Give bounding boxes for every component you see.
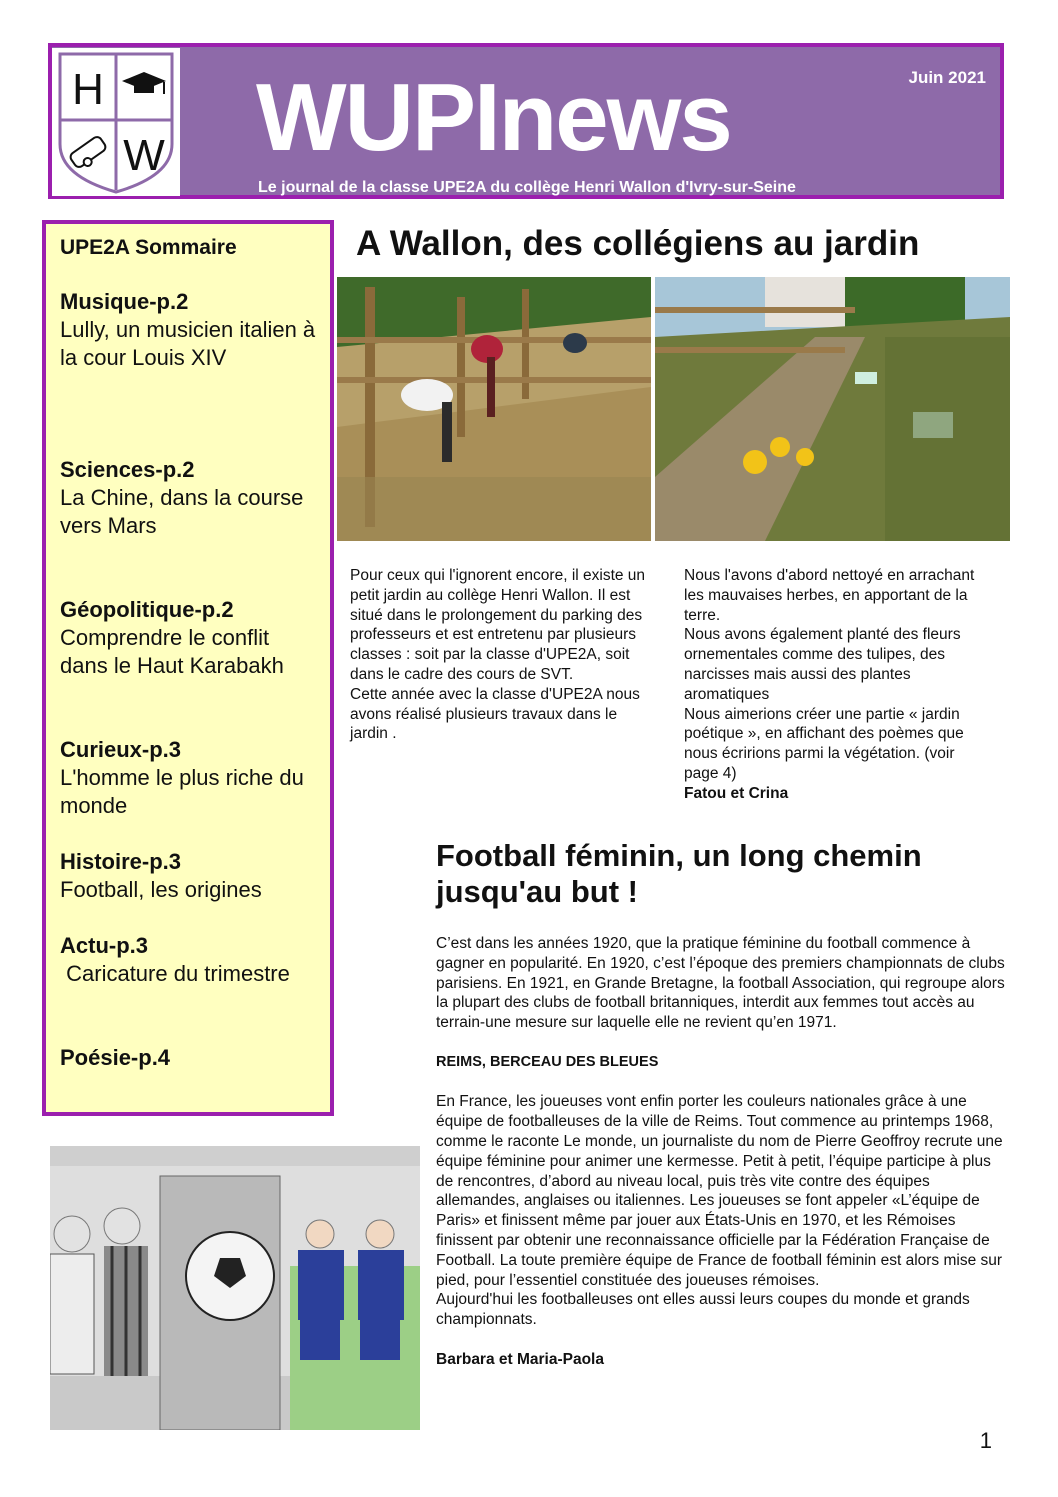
garden-paragraph: Nous l'avons d'abord nettoyé en arrachant les mauvaises herbes, en apportant de la terre. bbox=[684, 567, 975, 624]
toc-section: Musique-p.2 bbox=[60, 289, 189, 314]
football-authors: Barbara et Maria-Paola bbox=[436, 1350, 604, 1368]
toc-item-musique[interactable] bbox=[60, 288, 316, 456]
garden-article-title: A Wallon, des collégiens au jardin bbox=[356, 224, 920, 263]
toc-item-sciences[interactable] bbox=[60, 456, 316, 596]
football-subheading: REIMS, BERCEAU DES BLEUES bbox=[436, 1053, 659, 1070]
football-paragraph: C’est dans les années 1920, que la pratique féminine du football commence à gagner en popularité. En 1920, c’est l’époque des premiers championnats de clubs parisiens. En 1921, en Grande Bretagne, la football Association, qui regroupe alors la plupart des clubs de football britanniques, interdit aux femmes tout accès au terrain-une mesure sur laquelle elle ne revient qu’en 1971. bbox=[436, 935, 1005, 1032]
garden-column-1 bbox=[350, 566, 650, 744]
toc-section: Histoire-p.3 bbox=[60, 849, 182, 874]
school-logo bbox=[52, 48, 180, 196]
toc-section: Poésie-p.4 bbox=[60, 1045, 171, 1070]
toc-section: Géopolitique-p.2 bbox=[60, 597, 234, 622]
toc-item-curieux[interactable] bbox=[60, 736, 316, 848]
football-paragraph: En France, les joueuses vont enfin porter les couleurs nationales grâce à une équipe de footballeuses de la ville de Reims. Tout commence au printemps 1968, comme le raconte Le monde, un journaliste du nom de Pierre Geoffroy recrute une équipe féminine pour animer une kermesse. Petit à petit, l’équipe participe à plus de rencontres, d’abord au niveau local, puis très vite contre des équipes allemandes, anglaises ou italiennes. Les joueuses se font appeler «L’équipe de Paris» et finissent même par jouer aux États-Unis en 1970, et les Rémoises finissent par obtenir une reconnaissance officielle par la Fédération Française de Football. La toute première équipe de France de football féminin est alors mise sur pied, pour l’essentiel constituée des joueuses rémoises. bbox=[436, 1093, 1003, 1289]
toc-item-geopolitique[interactable] bbox=[60, 596, 316, 736]
toc-section: Actu-p.3 bbox=[60, 933, 148, 958]
toc-item-histoire[interactable] bbox=[60, 848, 316, 932]
page-number: 1 bbox=[979, 1428, 992, 1453]
toc-item-poesie[interactable] bbox=[60, 1044, 316, 1072]
toc-description: Comprendre le conflit dans le Haut Karabakh bbox=[60, 625, 284, 678]
newspaper-title: WUPInews bbox=[256, 64, 731, 171]
newspaper-subtitle: Le journal de la classe UPE2A du collège Henri Wallon d'Ivry-sur-Seine bbox=[258, 179, 796, 196]
toc-title: UPE2A Sommaire bbox=[60, 236, 237, 259]
toc-description: L'homme le plus riche du monde bbox=[60, 765, 304, 818]
toc-item-actu[interactable] bbox=[60, 932, 316, 1044]
toc-description: La Chine, dans la course vers Mars bbox=[60, 485, 304, 538]
toc-description: Caricature du trimestre bbox=[60, 961, 290, 986]
garden-paragraph: Nous avons également planté des fleurs ornementales comme des tulipes, des narcisses mais aussi des plantes aromatiques bbox=[684, 626, 961, 703]
table-of-contents bbox=[42, 220, 334, 1116]
garden-column-2 bbox=[684, 566, 984, 804]
garden-photo-right bbox=[655, 277, 1010, 541]
football-article-body bbox=[436, 934, 1006, 1370]
football-article-title: Football féminin, un long chemin jusqu'au but ! bbox=[436, 838, 922, 909]
toc-description: Lully, un musicien italien à la cour Louis XIV bbox=[60, 317, 316, 370]
toc-section: Sciences-p.2 bbox=[60, 457, 195, 482]
logo-letter-w: W bbox=[123, 131, 165, 180]
garden-paragraph: Cette année avec la classe d'UPE2A nous avons réalisé plusieurs travaux dans le jardin . bbox=[350, 685, 640, 743]
garden-paragraph: Pour ceux qui l'ignorent encore, il existe un petit jardin au collège Henri Wallon. Il est situé dans le prolongement du parking des professeurs et est entretenu par plusieurs classes : soit par la classe d'UPE2A, soit dans le cadre des cours de SVT. bbox=[350, 567, 646, 683]
garden-paragraph: Nous aimerions créer une partie « jardin poétique », en affichant des poèmes que nous écririons parmi la végétation. (voir page 4) bbox=[684, 705, 964, 782]
toc-section: Curieux-p.3 bbox=[60, 737, 182, 762]
logo-letter-h: H bbox=[72, 65, 104, 114]
garden-photo-left bbox=[337, 277, 651, 541]
garden-authors: Fatou et Crina bbox=[684, 784, 789, 802]
toc-description: Football, les origines bbox=[60, 877, 262, 902]
football-paragraph: Aujourd'hui les footballeuses ont elles aussi leurs coupes du monde et grands championnats. bbox=[436, 1291, 970, 1329]
football-drawing bbox=[50, 1146, 420, 1430]
issue-date: Juin 2021 bbox=[908, 68, 986, 87]
